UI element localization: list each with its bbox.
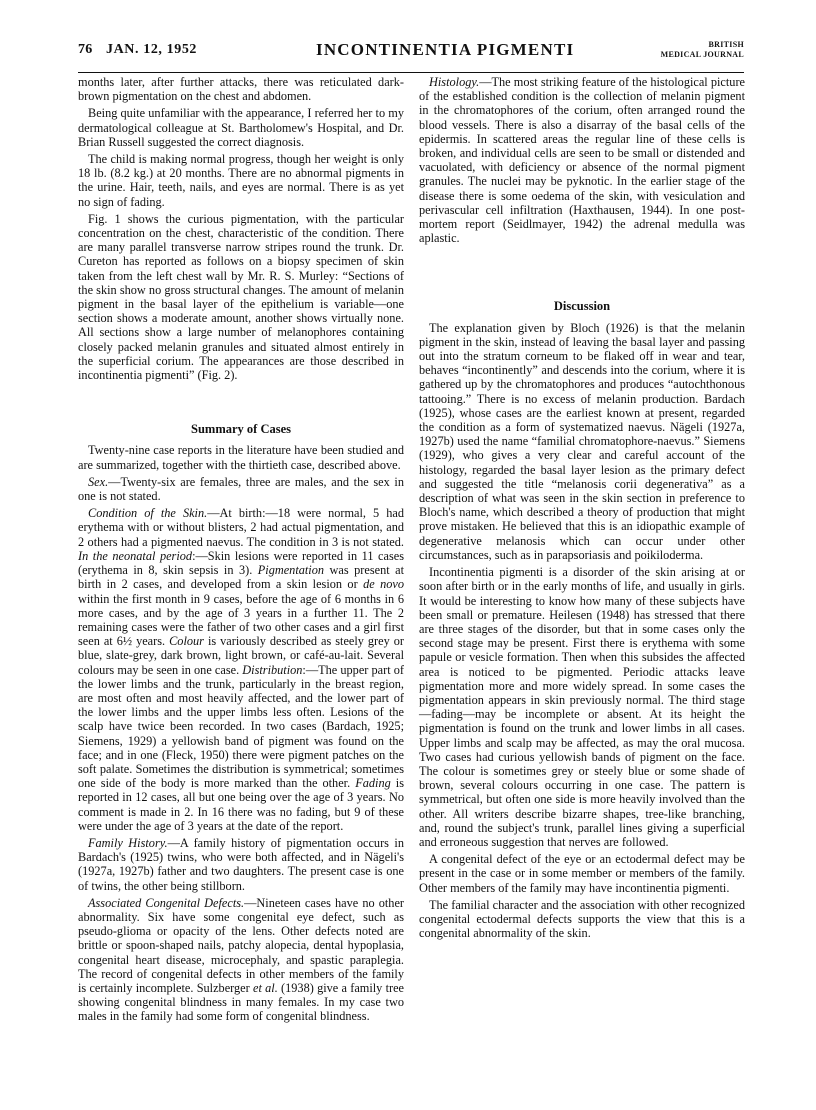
- page-number: 76: [78, 42, 93, 57]
- run-in-heading: Sex.: [88, 474, 109, 489]
- journal-name: [661, 40, 744, 60]
- paragraph: months later, after further attacks, there was reticulated dark-brown pigmentation on the chest and abdomen.: [78, 75, 404, 104]
- right-column: [419, 75, 745, 943]
- running-title: INCONTINENTIA PIGMENTI: [316, 40, 575, 59]
- run-in-heading: Family History.: [88, 835, 168, 850]
- paragraph: Being quite unfamiliar with the appearance, I referred her to my dermatological colleague at St. Bartholomew's Hospital, and Dr. Brian Russell suggested the correct diagnosis.: [78, 106, 404, 149]
- journal-name-line2: MEDICAL JOURNAL: [660, 50, 744, 59]
- section-heading-summary: Summary of Cases: [191, 422, 291, 437]
- paragraph-family-history: Family History.—A family history of pigmentation occurs in Bardach's (1925) twins, who were both affected, and in Nägeli's (1927a, 1927b) father and two daughters. The present case is one of twins, the other being stillborn.: [78, 835, 404, 893]
- paragraph: Fig. 1 shows the curious pigmentation, with the particular concentration on the chest, characteristic of the condition. There are many parallel transverse narrow stripes round the trunk. Dr. Cureton has reported as follows on a biopsy specimen of skin taken from the left chest wall by Mr. R. S. Murley: “Sections of the skin show no gross structural changes. The amount of melanin pigment in the basal layer of the epithelium is variable—one section shows a moderate amount, another shows virtually none. All sections show a large number of melanophores containing closely packed melanin granules and situated almost entirely in the superficial corium. The appearances are those described in incontinentia pigmenti” (Fig. 2).: [78, 211, 404, 383]
- section-spacer: [419, 248, 745, 290]
- section-heading-discussion: Discussion: [553, 299, 611, 314]
- section-spacer: [78, 385, 404, 413]
- page-header: [78, 36, 744, 73]
- journal-name-line1: BRITISH: [708, 40, 744, 49]
- paragraph: The child is making normal progress, though her weight is only 18 lb. (8.2 kg.) at 20 months. There are no abnormal pigments in the urine. Hair, teeth, nails, and eyes are normal. There is as yet no sign of fading.: [78, 152, 404, 209]
- run-in-heading: Histology.: [429, 75, 480, 89]
- paragraph: A congenital defect of the eye or an ectodermal defect may be present in the case or in some member or members of the family. Other members of the family may have incontinentia pigmenti.: [419, 852, 745, 895]
- left-column: [78, 75, 404, 1027]
- paragraph: The explanation given by Bloch (1926) is that the melanin pigment in the skin, instead of leaving the basal layer and passing out into the stratum corneum to be flaked off in wear and tear, behaves “incontinently” and descends into the corium, where it is gathered up by the chromatophores and produces “autochthonous tattooing.” There is no excess of melanin production. Bardach (1925), whose cases are the earliest known at present, regarded the condition as a form of systematized naevus. Nägeli (1927a, 1927b) used the name “familial chromatophore-naevus.” Siemens (1929), who gives a very clear and careful account of the histology, regarded the basal layer lesion as the primary defect and suggested the title “melanosis corii degenerativa” as a description of what was seen in the skin section in preference to Bloch's name, which described a theory of production that might prove mistaken. He believed that this is an idiopathic example of degenerative melanosis which can occur under other circumstances, such as in parapsoriasis and poikiloderma.: [419, 320, 745, 562]
- run-in-heading: Associated Congenital Defects.: [88, 895, 245, 910]
- paragraph: Incontinentia pigmenti is a disorder of the skin arising at or soon after birth or in the early months of life, and usually in girls. It would be interesting to know how many of these subjects have been small or premature. Heilesen (1948) has stressed that there are three stages of the disorder, but that in some cases only the second stage may be present. First there is erythema with some papule or vesicle formation. Then when this subsides the affected area is noticed to be pigmented. Periodic attacks leave pigmentation more and more widely spread. In some cases the pigmentation appears in skin previously normal. The third stage —fading—may be incomplete or absent. At its height the pigmentation is found on the trunk and lower limbs in all cases. Upper limbs and scalp may be affected, as may the oral mucosa. Two cases had curious yellowish bands of pigment on the face. The colour is sometimes grey or steely blue or some shade of brown, several colours occurring in one case. The pattern is symmetrical, but often one side is more heavily involved than the other. All writers describe bizarre shapes, tree-like branching, and, round the subject's trunk, parallel lines giving a superficial and erroneous suggestion that nerves are followed.: [419, 565, 745, 849]
- paragraph-skin-condition: Condition of the Skin.—At birth:—18 were normal, 5 had erythema with or without blisters, 2 had actual pigmentation, and 2 others had a pigmented naevus. The condition in 3 is not stated. In the neonatal period:—Skin lesions were reported in 11 cases (erythema in 8, skin sepsis in 3). Pigmentation was present at birth in 2 cases, and developed from a skin lesion or de novo within the first month in 9 cases, before the age of 6 months in 6 more cases, and by the age of 3 years in a further 11. The 2 remaining cases were the father of two other cases and a girl first seen at 6½ years. Colour is variously described as steely grey or blue, slate-grey, dark brown, light brown, or café-au-lait. Several colours may be seen in one case. Distribution:—The upper part of the lower limbs and the trunk, particularly in the breast region, are most often and most heavily affected, and the lower part of the lower limbs and the upper limbs less often. Lesions of the scalp have twice been recorded. In two cases (Bardach, 1925; Siemens, 1929) a yellowish band of pigment was found on the face; and in one (Fleck, 1950) there were pigment patches on the soft palate. Sometimes the distribution is symmetrical; sometimes one side of the body is more marked than the other. Fading is reported in 12 cases, all but one being over the age of 3 years. No comment is made in 2. In 16 there was no fading, but 9 of these were under the age of 3 years at the date of the report.: [78, 506, 405, 833]
- paragraph-sex: Sex.—Twenty-six are females, three are males, and the sex in one is not stated.: [78, 474, 404, 504]
- issue-date: JAN. 12, 1952: [106, 42, 198, 57]
- paragraph-congenital-defects: Associated Congenital Defects.—Nineteen cases have no other abnormality. Six have some congenital eye defect, such as pseudo-glioma or opacity of the lens. Other defects noted are brittle or spoon-shaped nails, patchy alopecia, dental hypoplasia, congenital heart disease, microcephaly, and spastic paraplegia. The record of congenital defects in other members of the family is certainly incomplete. Sulzberger et al. (1938) give a family tree showing congenital blindness in many females. In my case two males in the family had some form of congenital blindness.: [78, 895, 405, 1024]
- paragraph: Twenty-nine case reports in the literature have been studied and are summarized, together with the thirtieth case, described above.: [78, 443, 404, 472]
- paragraph-histology: Histology.—The most striking feature of the histological picture of the established condition is the collection of melanin pigment in the chromatophores of the corium, often arranged round the blood vessels. There is also a disarray of the basal cells of the epidermis. In scattered areas the regular line of these cells is broken, and individual cells are seen to be small or distended and vacuolated, with deficiency or absence of the normal pigment granules. The nuclei may be pyknotic. In the earlier stage of the disease there is some oedema of the skin, with vesiculation and perivascular cell infiltration (Haxthausen, 1944). In one post-mortem report (Seidlmayer, 1942) the adrenal medulla was aplastic.: [419, 75, 745, 246]
- paragraph: The familial character and the association with other recognized congenital ectodermal defects supports the view that this is a congenital abnormality of the skin.: [419, 897, 745, 941]
- run-in-heading: Condition of the Skin.: [88, 506, 208, 521]
